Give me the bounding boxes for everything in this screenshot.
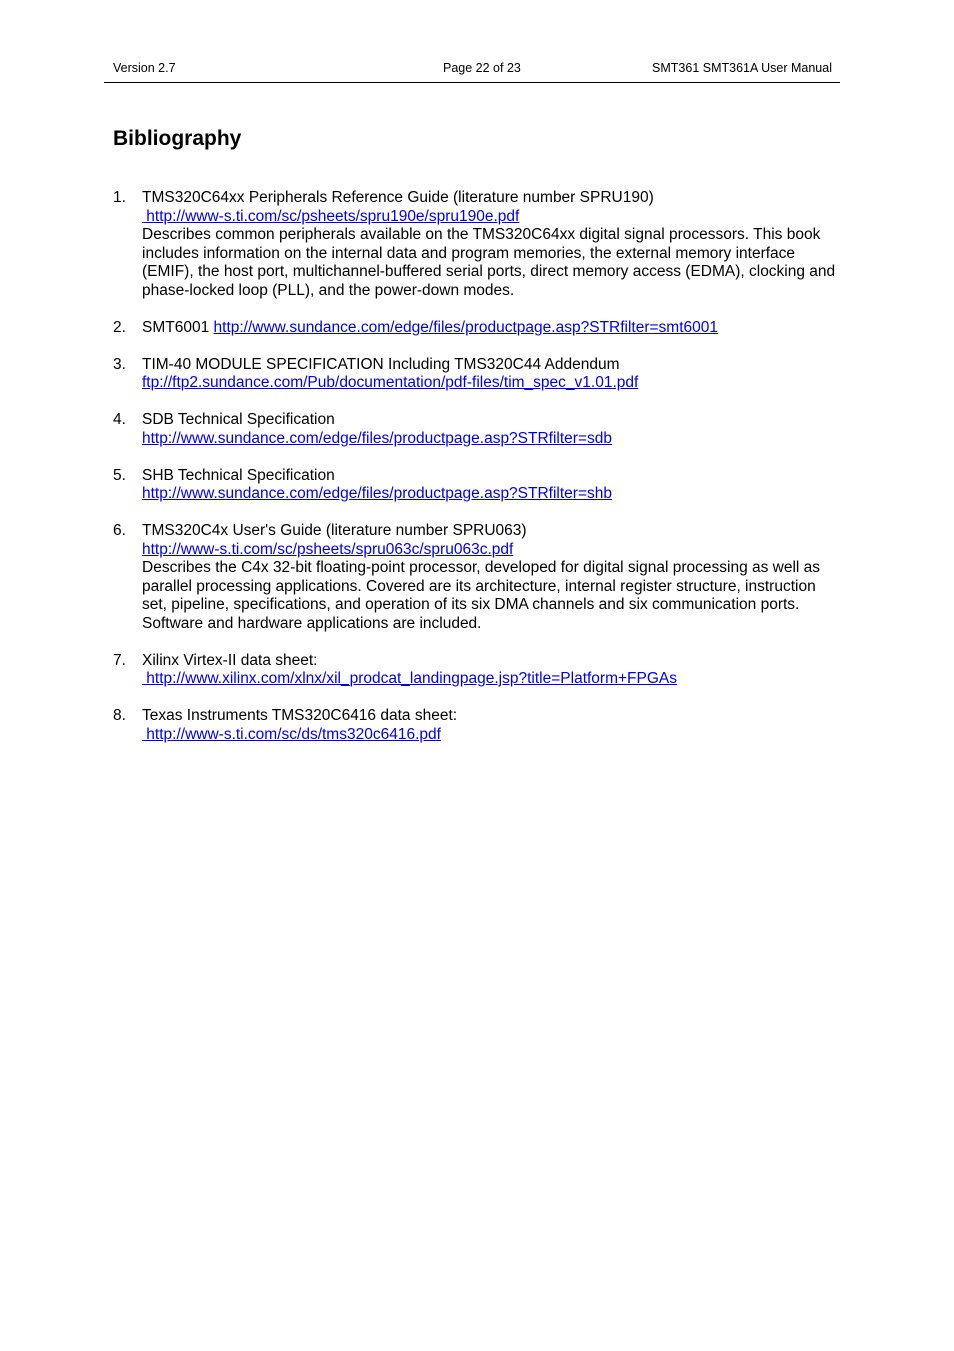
bibliography-entry bbox=[113, 652, 838, 689]
entry-link[interactable]: http://www.xilinx.com/xlnx/xil_prodcat_landingpage.jsp?title=Platform+FPGAs bbox=[142, 670, 677, 687]
entry-number: 2. bbox=[113, 318, 126, 336]
entry-number: 5. bbox=[113, 466, 126, 484]
entry-number: 8. bbox=[113, 707, 126, 724]
bibliography-entry bbox=[113, 411, 838, 448]
header-divider bbox=[104, 82, 840, 83]
entry-link[interactable]: http://www.sundance.com/edge/files/productpage.asp?STRfilter=sdb bbox=[142, 429, 613, 447]
entry-description: Describes the C4x 32-bit floating-point processor, developed for digital signal processing as well as parallel processing applications. Covered are its architecture, internal register structure, instruction set, pipeline, specifications, and operation of its six DMA channels and six communication ports. Software and hardware applications are included. bbox=[142, 559, 821, 632]
page-number: Page 22 of 23 bbox=[443, 61, 521, 75]
entry-number: 4. bbox=[113, 411, 126, 428]
bibliography-list bbox=[113, 189, 838, 763]
entry-link[interactable]: ftp://ftp2.sundance.com/Pub/documentation/pdf-files/tim_spec_v1.01.pdf bbox=[142, 374, 639, 391]
version-label: Version 2.7 bbox=[113, 61, 176, 75]
entry-link[interactable]: http://www.sundance.com/edge/files/productpage.asp?STRfilter=smt6001 bbox=[213, 318, 718, 336]
bibliography-entry bbox=[113, 356, 838, 393]
document-title: SMT361 SMT361A User Manual bbox=[652, 61, 832, 75]
section-title: Bibliography bbox=[113, 127, 242, 150]
entry-title: Xilinx Virtex-II data sheet: bbox=[142, 651, 318, 669]
entry-number: 6. bbox=[113, 522, 126, 539]
entry-number: 1. bbox=[113, 189, 126, 206]
entry-title: SHB Technical Specification bbox=[142, 466, 335, 484]
bibliography-entry bbox=[113, 707, 838, 744]
entry-title: SMT6001 bbox=[142, 318, 210, 336]
entry-description: Describes common peripherals available on the TMS320C64xx digital signal processors. This book includes information on the internal data and program memories, the external memory interface (EMIF), the host port, multichannel-buffered serial ports, direct memory access (EDMA), clocking and phase-locked loop (PLL), and the power-down modes. bbox=[142, 226, 836, 299]
bibliography-entry bbox=[113, 319, 838, 338]
bibliography-entry bbox=[113, 189, 838, 300]
entry-title: SDB Technical Specification bbox=[142, 411, 335, 428]
entry-number: 3. bbox=[113, 355, 126, 373]
entry-title: TMS320C64xx Peripherals Reference Guide (literature number SPRU190) bbox=[142, 189, 654, 206]
entry-link[interactable]: http://www.sundance.com/edge/files/productpage.asp?STRfilter=shb bbox=[142, 485, 613, 502]
bibliography-entry bbox=[113, 522, 838, 633]
entry-link[interactable]: http://www-s.ti.com/sc/psheets/spru063c/spru063c.pdf bbox=[142, 540, 514, 558]
entry-title: TIM-40 MODULE SPECIFICATION Including TMS320C44 Addendum bbox=[142, 355, 620, 373]
page-header bbox=[113, 61, 832, 77]
bibliography-entry bbox=[113, 467, 838, 504]
entry-link[interactable]: http://www-s.ti.com/sc/psheets/spru190e/spru190e.pdf bbox=[142, 207, 520, 225]
entry-title: Texas Instruments TMS320C6416 data sheet: bbox=[142, 707, 458, 724]
entry-number: 7. bbox=[113, 651, 126, 669]
entry-title: TMS320C4x User's Guide (literature number SPRU063) bbox=[142, 522, 527, 539]
entry-link[interactable]: http://www-s.ti.com/sc/ds/tms320c6416.pdf bbox=[142, 725, 441, 743]
